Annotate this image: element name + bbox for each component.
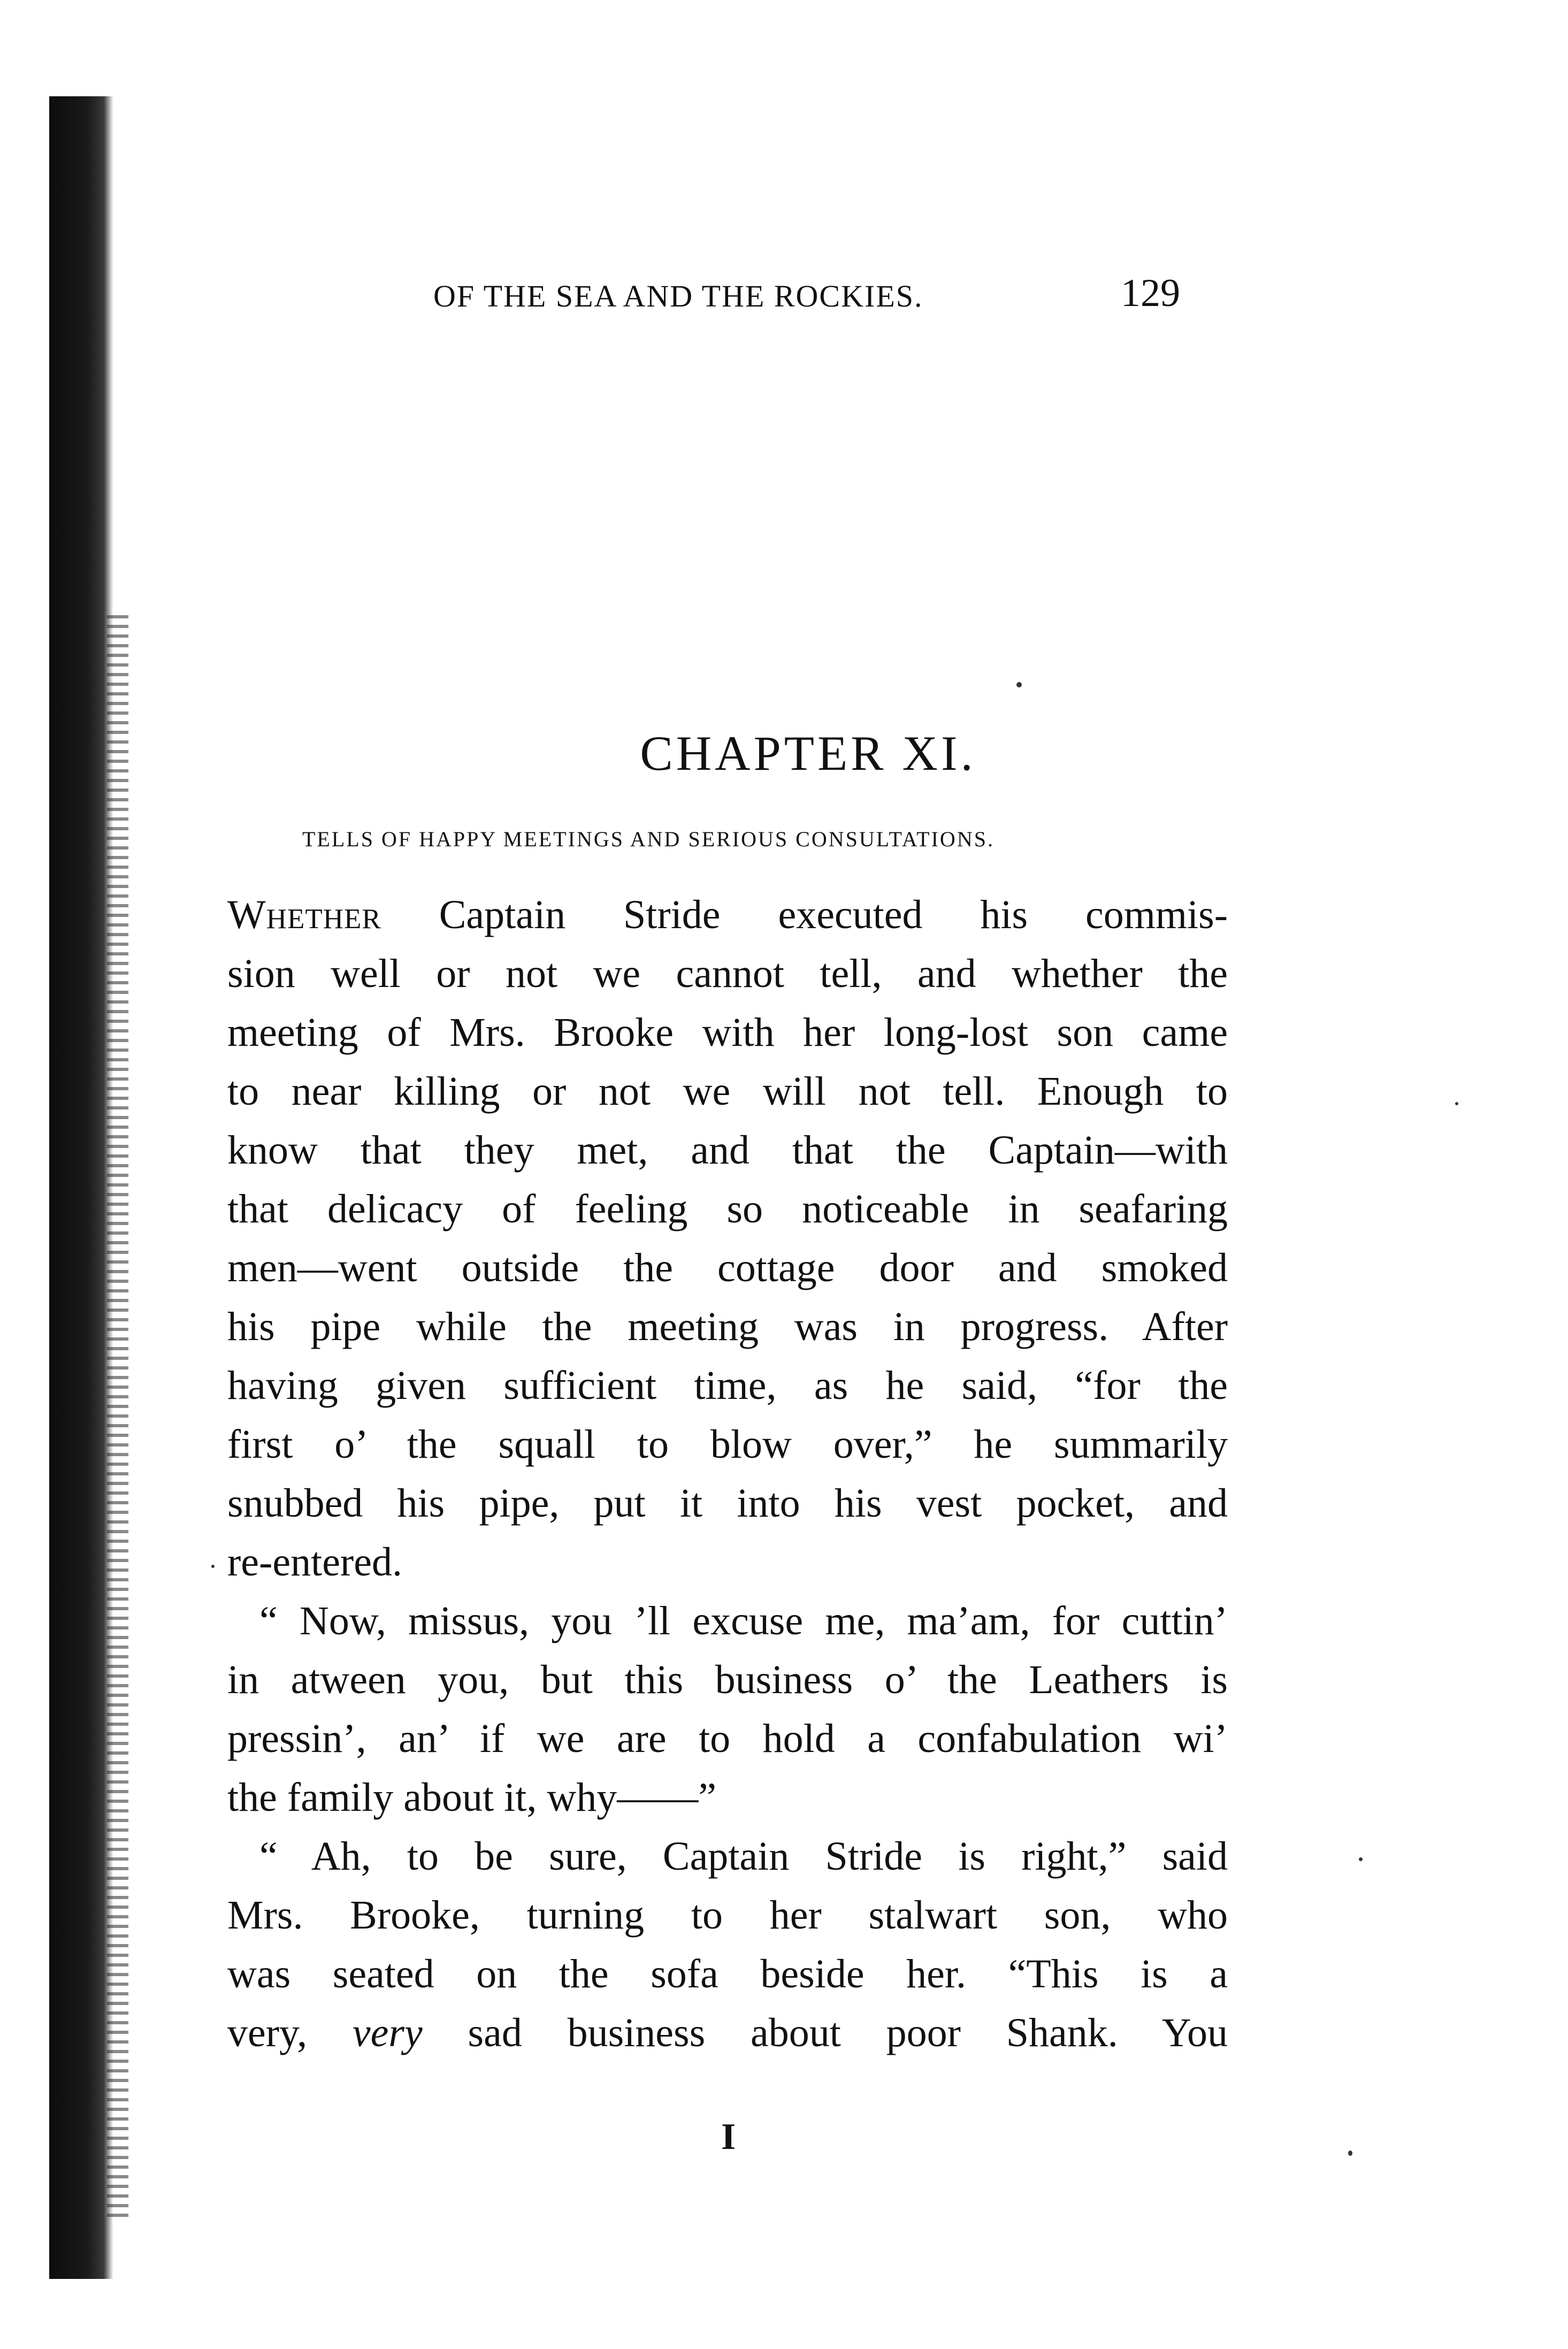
emphasis-word: very	[352, 2010, 423, 2055]
scan-speck	[1359, 1857, 1363, 1861]
text-line: snubbed his pipe, put it into his vest pocket, and	[227, 1481, 1228, 1526]
scan-speck	[1455, 1102, 1458, 1105]
text-line: “ Ah, to be sure, Captain Stride is right,” said	[259, 1834, 1228, 1879]
text-fragment: very,	[227, 2010, 353, 2055]
text-line-content: Captain Stride executed his commis-	[381, 892, 1228, 937]
text-line: know that they met, and that the Captain—with	[227, 1128, 1228, 1173]
text-line: pressin’, an’ if we are to hold a confabulation wi’	[227, 1716, 1228, 1761]
text-line	[227, 885, 1228, 944]
text-line: first o’ the squall to blow over,” he summarily	[227, 1422, 1228, 1467]
text-line: his pipe while the meeting was in progress. After	[227, 1304, 1228, 1349]
text-line: sion well or not we cannot tell, and whether the	[227, 951, 1228, 996]
chapter-subtitle: TELLS OF HAPPY MEETINGS AND SERIOUS CONSULTATIONS.	[302, 827, 995, 851]
page-number: 129	[1121, 271, 1180, 315]
text-line: Mrs. Brooke, turning to her stalwart son, who	[227, 1893, 1228, 1938]
text-line: to near killing or not we will not tell. Enough to	[227, 1069, 1228, 1114]
scan-speck	[1016, 682, 1022, 687]
scan-speck	[1348, 2151, 1352, 2156]
binding-edge	[49, 96, 113, 2279]
text-line: was seated on the sofa beside her. “This is a	[227, 1952, 1228, 1996]
text-line: “ Now, missus, you ’ll excuse me, ma’am, for cuttin’	[259, 1598, 1228, 1643]
body-text	[227, 885, 1228, 2062]
text-fragment: sad business about poor Shank. You	[422, 2010, 1228, 2055]
binding-edge-fray	[107, 615, 128, 2220]
running-head: OF THE SEA AND THE ROCKIES.	[433, 279, 923, 313]
text-line: meeting of Mrs. Brooke with her long-lost son came	[227, 1010, 1228, 1055]
text-line: in atween you, but this business o’ the Leathers is	[227, 1657, 1228, 1702]
text-line: the family about it, why——”	[227, 1775, 716, 1820]
text-line: men—went outside the cottage door and smoked	[227, 1245, 1228, 1290]
paragraph-lead-word: Whether	[227, 892, 381, 937]
text-line-last	[227, 2003, 1228, 2062]
signature-mark: I	[721, 2116, 736, 2157]
text-line: that delicacy of feeling so noticeable in seafaring	[227, 1187, 1228, 1231]
text-line: re-entered.	[227, 1540, 402, 1585]
scan-speck	[211, 1565, 215, 1568]
chapter-title: CHAPTER XI.	[640, 726, 976, 781]
text-line: having given sufficient time, as he said, “for the	[227, 1363, 1228, 1408]
